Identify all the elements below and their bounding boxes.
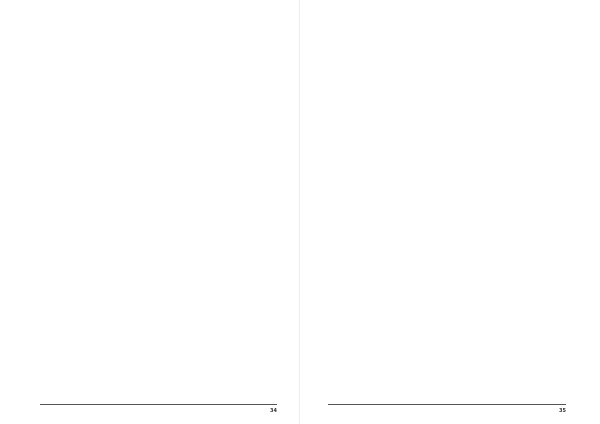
verse-line (68, 73, 277, 80)
verse-block (328, 116, 566, 144)
page-footer (328, 404, 566, 416)
page-content (328, 19, 566, 166)
verse-line (68, 26, 277, 33)
paragraph (328, 62, 566, 69)
verse-line (356, 19, 566, 26)
verse-line (356, 33, 566, 40)
paragraph (328, 159, 566, 166)
verse-line (356, 26, 566, 33)
verse-block (328, 73, 566, 101)
paragraph (40, 116, 277, 123)
paragraph (40, 62, 277, 69)
paragraph (40, 127, 277, 134)
paragraph (328, 51, 566, 58)
verse-line (356, 40, 566, 47)
page-number: 35 (559, 407, 566, 414)
paragraph (40, 138, 277, 145)
verse-line (68, 80, 277, 87)
verse-line (68, 40, 277, 47)
right-page (300, 0, 600, 424)
verse-line (356, 123, 566, 130)
verse-block (328, 19, 566, 47)
verse-line (68, 19, 277, 26)
verse-line (356, 116, 566, 123)
paragraph (328, 148, 566, 155)
verse-line (356, 130, 566, 137)
running-header (30, 2, 290, 11)
page-content (40, 19, 277, 145)
page-footer (40, 404, 277, 416)
verse-line (356, 137, 566, 144)
verse-line (68, 87, 277, 94)
paragraph (40, 51, 277, 58)
verse-line (68, 33, 277, 40)
paragraph (40, 105, 277, 112)
verse-line (356, 73, 566, 80)
verse-block (40, 73, 277, 101)
paragraph (328, 105, 566, 112)
verse-line (68, 94, 277, 101)
page-number: 34 (270, 407, 277, 414)
verse-block (40, 19, 277, 47)
running-header (315, 2, 575, 11)
verse-line (356, 80, 566, 87)
verse-line (356, 87, 566, 94)
verse-line (356, 94, 566, 101)
